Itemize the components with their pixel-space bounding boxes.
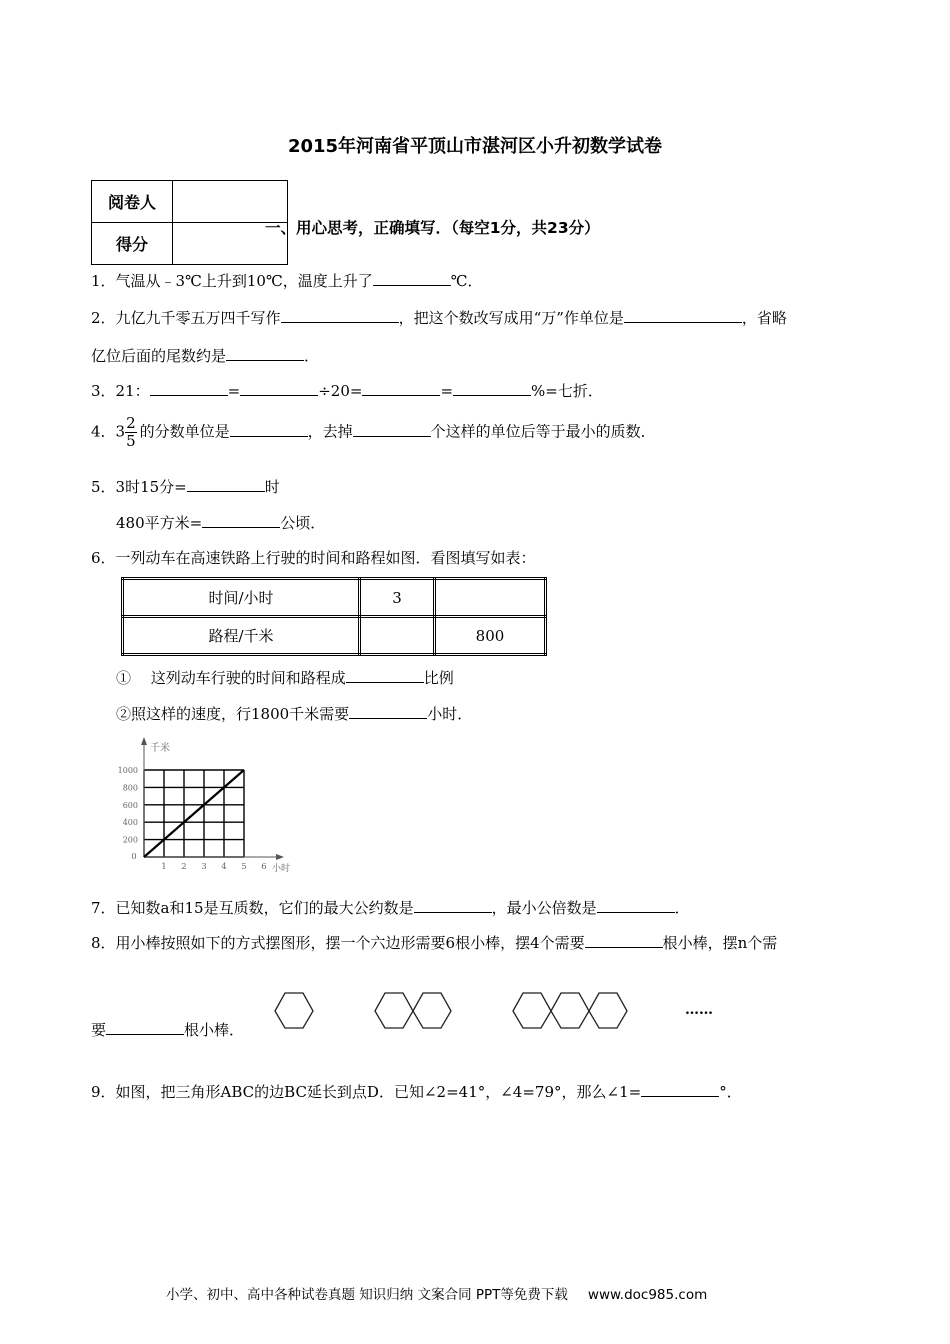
answer-blank[interactable] [597, 897, 675, 913]
y-tick-label: 800 [122, 783, 138, 793]
answer-blank[interactable] [349, 703, 427, 719]
score-label: 得分 [92, 223, 173, 265]
answer-blank[interactable] [230, 421, 308, 437]
y-axis-arrow [141, 737, 147, 745]
question-4: 4．3 $\frac{2}{5}$ 的分数单位是 ，去掉 个这样的单位后等于最小的质数． [91, 414, 656, 450]
answer-blank[interactable] [346, 667, 424, 683]
x-tick-label: 5 [241, 862, 247, 872]
footer [166, 1283, 707, 1303]
grader-label: 阅卷人 [92, 181, 173, 223]
answer-blank[interactable] [150, 380, 228, 396]
answer-blank[interactable] [414, 897, 492, 913]
hexagon-3c [589, 993, 627, 1028]
question-3: 3．21： = ÷20= = %=七折． [91, 382, 603, 400]
answer-blank[interactable] [453, 380, 531, 396]
hexagon-figures [268, 985, 638, 1035]
question-6: 6．一列动车在高速铁路上行驶的时间和路程如图．看图填写如表： [91, 549, 536, 567]
y-tick-label: 400 [122, 818, 138, 828]
hexagon-2b [413, 993, 451, 1028]
question-5: 5．3时15分= 时 [91, 478, 280, 496]
x-tick-label: 0 [131, 852, 137, 862]
table-cell[interactable] [360, 617, 435, 655]
fraction: $\frac{2}{5}$ [126, 414, 136, 450]
table-cell: 3 [360, 579, 435, 617]
hexagon-3a [513, 993, 551, 1028]
answer-blank[interactable] [585, 932, 663, 948]
question-9: 9．如图，把三角形ABC的边BC延长到点D．已知∠2=41°，∠4=79°，那么∠1= °． [91, 1083, 742, 1101]
y-tick-label: 200 [122, 835, 138, 845]
table-cell: 800 [435, 617, 546, 655]
question-5-b: 480平方米= 公顷． [116, 514, 326, 532]
answer-blank[interactable] [281, 307, 399, 323]
y-tick-label: 600 [122, 800, 138, 810]
x-axis-label: 小时 [272, 864, 291, 874]
x-tick-label: 3 [201, 862, 207, 872]
answer-blank[interactable] [624, 307, 742, 323]
question-8: 8．用小棒按照如下的方式摆图形，摆一个六边形需要6根小棒，摆4个需要 根小棒，摆n个需 [91, 934, 778, 952]
answer-blank[interactable] [362, 380, 440, 396]
section-heading: 一、用心思考，正确填写．（每空1分，共23分） [265, 219, 600, 237]
x-tick-label: 1 [161, 862, 167, 872]
x-axis-arrow [276, 854, 284, 860]
distance-time-chart [108, 735, 291, 880]
y-tick-label: 1000 [117, 766, 138, 775]
chart-series [144, 770, 244, 857]
hexagon-1 [275, 993, 313, 1028]
footer-link[interactable]: www.doc985.com [587, 1287, 708, 1303]
x-tick-label: 2 [181, 862, 187, 872]
hexagon-2a [375, 993, 413, 1028]
question-6-sub2: ②照这样的速度，行1800千米需要 小时． [116, 705, 473, 723]
answer-blank[interactable] [226, 345, 304, 361]
answer-blank[interactable] [202, 512, 280, 528]
table-cell: 路程/千米 [123, 617, 360, 655]
answer-blank[interactable] [373, 270, 451, 286]
question-6-sub1: ① 这列动车行驶的时间和路程成 比例 [116, 669, 454, 687]
y-axis-label: 千米 [150, 743, 170, 754]
answer-blank[interactable] [641, 1081, 719, 1097]
question-8-cont: 要 根小棒． [91, 1021, 245, 1039]
x-tick-label: 4 [221, 862, 227, 872]
ellipsis: …… [685, 1002, 713, 1018]
answer-blank[interactable] [106, 1019, 184, 1035]
series-line [144, 770, 244, 857]
question-1: 1．气温从﹣3℃上升到10℃，温度上升了 ℃． [91, 272, 483, 290]
data-table [121, 577, 547, 656]
answer-blank[interactable] [353, 421, 431, 437]
footer-text: 小学、初中、高中各种试卷真题 知识归纳 文案合同 PPT等免费下载 [166, 1287, 568, 1303]
table-cell: 时间/小时 [123, 579, 360, 617]
page-title: 2015年河南省平顶山市湛河区小升初数学试卷 [287, 136, 663, 157]
answer-blank[interactable] [187, 476, 265, 492]
question-2: 2．九亿九千零五万四千写作 ，把这个数改写成用“万”作单位是 ，省略 [91, 309, 787, 327]
table-cell[interactable] [435, 579, 546, 617]
answer-blank[interactable] [240, 380, 318, 396]
question-2-cont: 亿位后面的尾数约是 ． [91, 347, 320, 365]
grader-table [91, 180, 288, 265]
question-7: 7．已知数a和15是互质数，它们的最大公约数是 ，最小公倍数是 ． [91, 899, 690, 917]
hexagon-3b [551, 993, 589, 1028]
x-tick-label: 6 [261, 862, 267, 872]
